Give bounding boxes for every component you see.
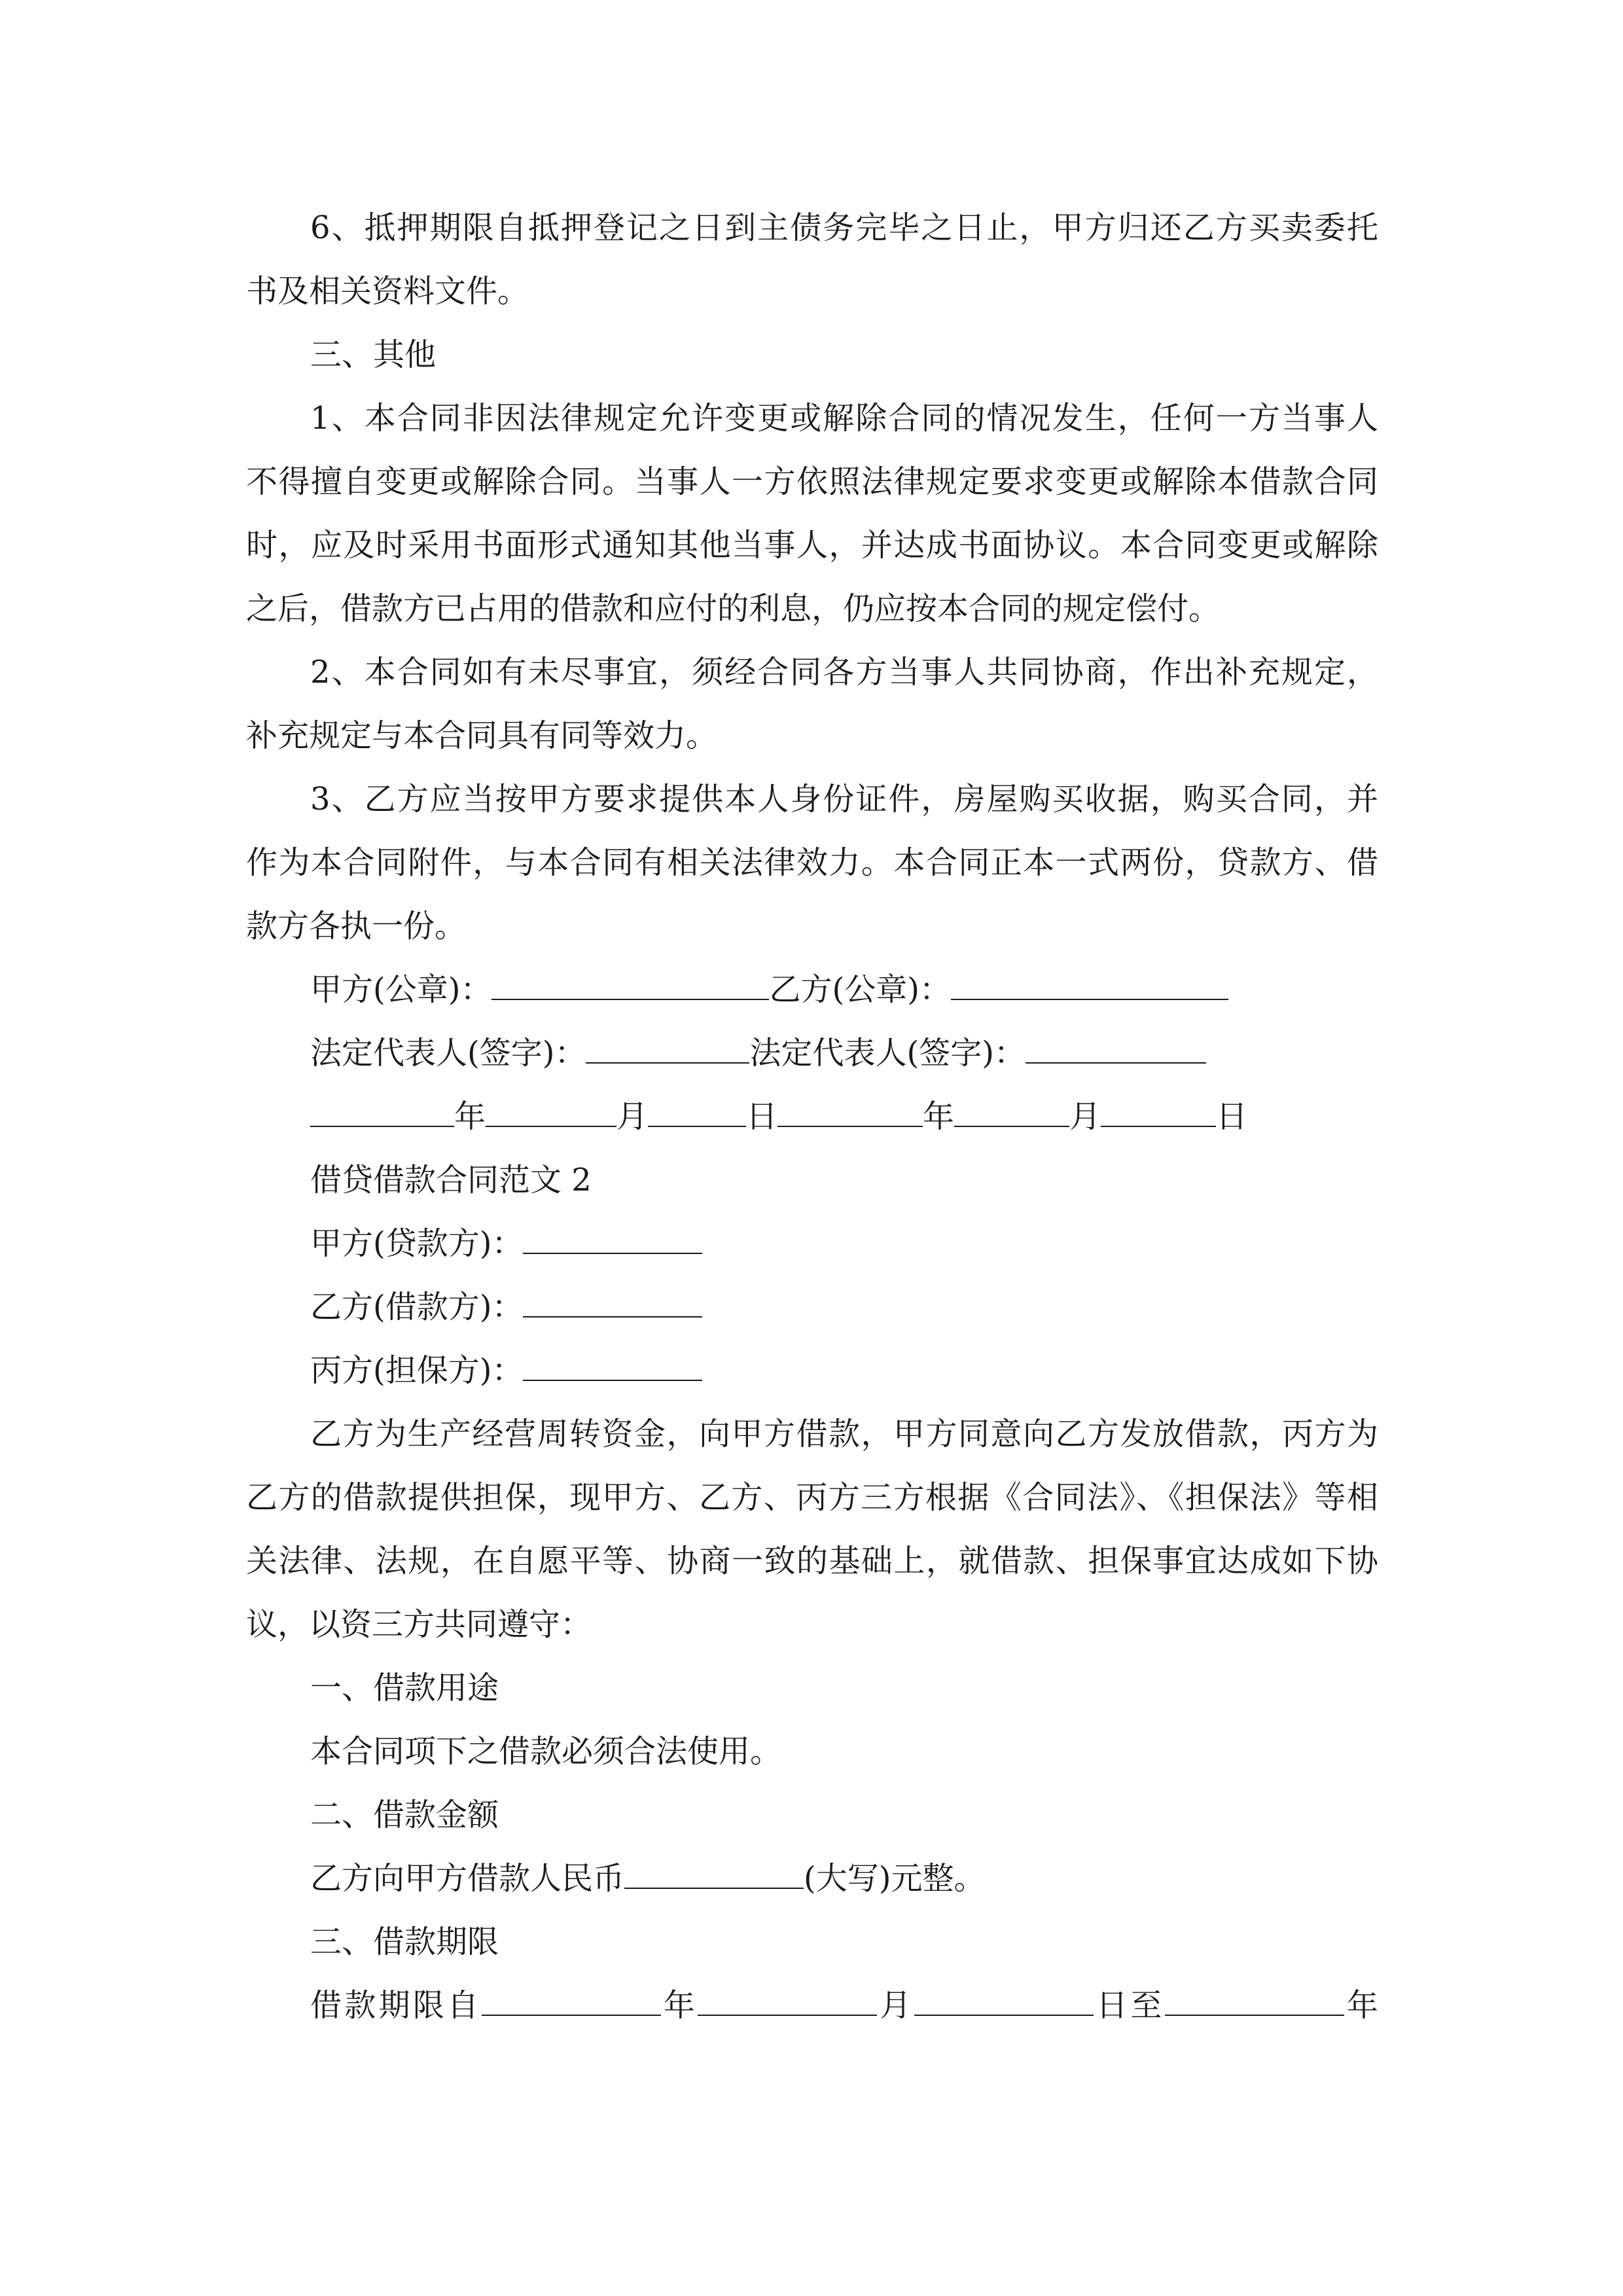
intro-line-3: 关法律、法规，在自愿平等、协商一致的基础上，就借款、担保事宜达成如下协	[246, 1543, 1378, 1579]
term-month-blank[interactable]	[698, 1986, 877, 2016]
section-3-title: 三、借款期限	[310, 1924, 499, 1960]
party-b-seal-blank[interactable]	[951, 970, 1228, 1000]
intro-line-2: 乙方的借款提供担保，现甲方、乙方、丙方三方根据《合同法》、《担保法》等相	[246, 1479, 1378, 1516]
party-c-guarantor-label: 丙方(担保方)：	[310, 1352, 524, 1389]
section-2-amount-row	[310, 1859, 1378, 1898]
month-label: 月	[616, 1098, 649, 1135]
date-a-day-blank[interactable]	[648, 1097, 746, 1127]
clause-2-line-2: 补充规定与本合同具有同等效力。	[246, 717, 718, 754]
party-a-rep-blank[interactable]	[586, 1033, 749, 1064]
intro-line-4: 议，以资三方共同遵守：	[246, 1606, 592, 1643]
term-year-blank[interactable]	[482, 1986, 661, 2016]
term-month-label: 月	[877, 1987, 914, 2024]
signature-date-row	[310, 1097, 1378, 1136]
clause-3-line-3: 款方各执一份。	[246, 908, 467, 944]
party-b-borrower-row	[310, 1287, 1378, 1327]
party-c-guarantor-blank[interactable]	[523, 1351, 702, 1381]
clause-1-line-2: 不得擅自变更或解除合同。当事人一方依照法律规定要求变更或解除本借款合同	[246, 463, 1378, 500]
month-label: 月	[1069, 1098, 1101, 1135]
day-label: 日	[1216, 1098, 1248, 1135]
party-b-rep-label: 法定代表人(签字)：	[749, 1035, 1026, 1071]
party-a-lender-label: 甲方(贷款方)：	[310, 1225, 524, 1262]
clause-6-line-2: 书及相关资料文件。	[246, 273, 529, 310]
clause-1-line-4: 之后，借款方已占用的借款和应付的利息，仍应按本合同的规定偿付。	[246, 590, 1221, 627]
party-b-seal-label: 乙方(公章)：	[769, 971, 951, 1008]
clause-6-line-1: 6、抵押期限自抵押登记之日到主债务完毕之日止，甲方归还乙方买卖委托	[310, 209, 1378, 246]
party-b-borrower-blank[interactable]	[523, 1287, 702, 1318]
year-label: 年	[454, 1098, 486, 1135]
clause-2-line-1: 2、本合同如有未尽事宜，须经合同各方当事人共同协商，作出补充规定，	[310, 654, 1378, 691]
party-b-rep-blank[interactable]	[1026, 1033, 1206, 1064]
term-end-year-blank[interactable]	[1165, 1986, 1344, 2016]
section-1-text: 本合同项下之借款必须合法使用。	[310, 1733, 782, 1770]
term-label: 借款期限自	[310, 1987, 482, 2024]
clause-1-line-3: 时，应及时采用书面形式通知其他当事人，并达成书面协议。本合同变更或解除	[246, 527, 1378, 564]
section-title-other: 三、其他	[310, 336, 437, 373]
date-a-year-blank[interactable]	[310, 1097, 454, 1127]
term-end-year-label: 年	[1344, 1987, 1378, 2024]
contract-2-title: 借贷借款合同范文 2	[310, 1162, 592, 1198]
section-1-title: 一、借款用途	[310, 1670, 499, 1706]
party-a-rep-label: 法定代表人(签字)：	[310, 1035, 586, 1071]
date-b-day-blank[interactable]	[1101, 1097, 1216, 1127]
clause-3-line-2: 作为本合同附件，与本合同有相关法律效力。本合同正本一式两份，贷款方、借	[246, 844, 1378, 881]
party-c-guarantor-row	[310, 1351, 1378, 1390]
term-year-label: 年	[660, 1987, 698, 2024]
term-day-blank[interactable]	[914, 1986, 1094, 2016]
date-b-year-blank[interactable]	[777, 1097, 923, 1127]
party-a-lender-blank[interactable]	[523, 1224, 702, 1254]
party-a-seal-blank[interactable]	[491, 970, 769, 1000]
section-2-title: 二、借款金额	[310, 1797, 499, 1833]
intro-line-1: 乙方为生产经营周转资金，向甲方借款，甲方同意向乙方发放借款，丙方为	[310, 1416, 1378, 1452]
year-label: 年	[923, 1098, 955, 1135]
signature-representative-row	[310, 1033, 1378, 1073]
date-b-month-blank[interactable]	[954, 1097, 1069, 1127]
date-a-month-blank[interactable]	[486, 1097, 616, 1127]
day-label: 日	[746, 1098, 778, 1135]
party-a-seal-label: 甲方(公章)：	[310, 971, 492, 1008]
clause-3-line-1: 3、乙方应当按甲方要求提供本人身份证件，房屋购买收据，购买合同，并	[310, 781, 1378, 817]
party-b-borrower-label: 乙方(借款方)：	[310, 1289, 524, 1325]
amount-suffix: (大写)元整。	[804, 1860, 986, 1897]
term-day-to-label: 日至	[1093, 1987, 1165, 2024]
party-a-lender-row	[310, 1224, 1378, 1263]
signature-seal-row	[310, 970, 1378, 1009]
clause-1-line-1: 1、本合同非因法律规定允许变更或解除合同的情况发生，任何一方当事人	[310, 400, 1378, 437]
amount-blank[interactable]	[624, 1859, 804, 1889]
section-3-term-row	[310, 1986, 1378, 2025]
amount-label: 乙方向甲方借款人民币	[310, 1860, 625, 1897]
